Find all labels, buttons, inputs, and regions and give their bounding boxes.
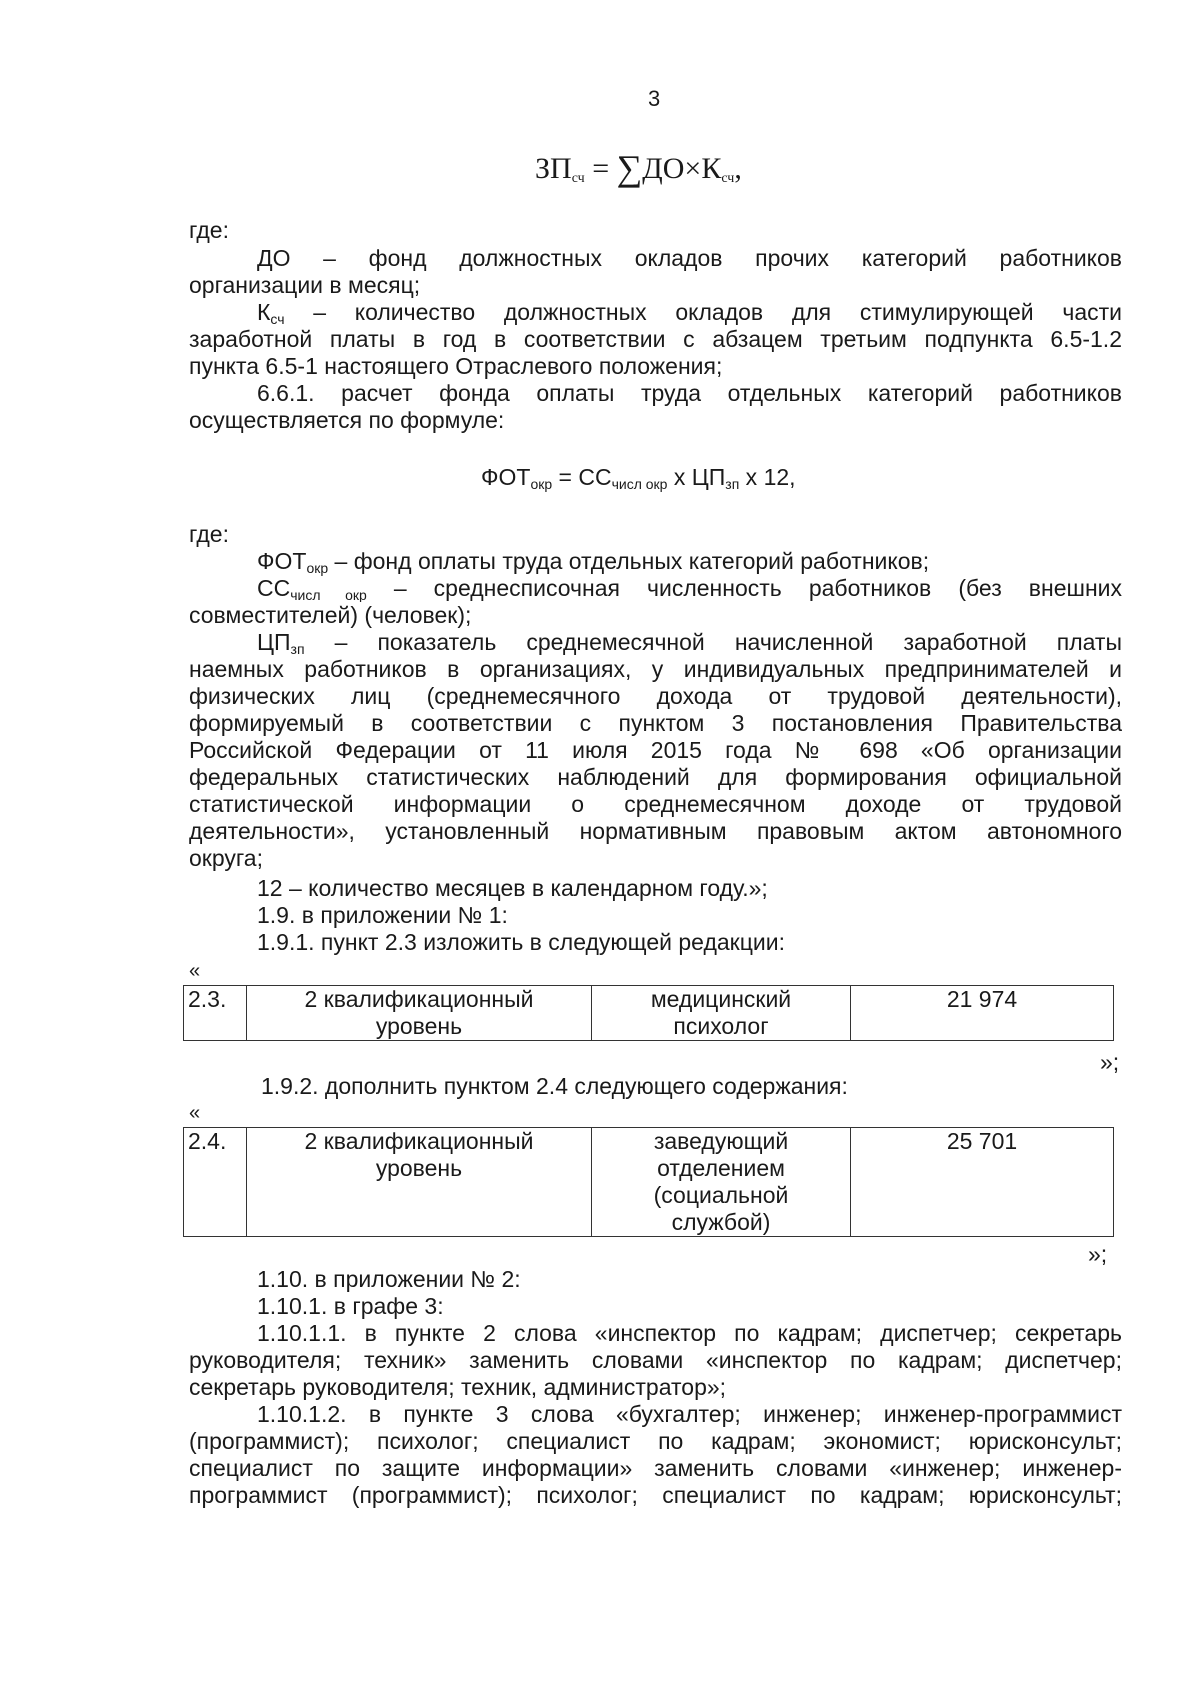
paragraph-ksch-line2: заработной платы в год в соответствии с абзацем третьим подпункта 6.5-1.2	[189, 326, 1122, 352]
formula-fot-cp: ЦП	[691, 464, 726, 490]
formula-fot-lhs: ФОТ	[481, 464, 531, 490]
paragraph-cp-line3: физических лиц (среднемесячного дохода от трудовой деятельности),	[189, 683, 1122, 709]
cell-position-line3: (социальной	[653, 1182, 789, 1208]
ksch-text: – количество должностных окладов для стимулирующей части	[284, 299, 1122, 325]
where-label-2: где:	[189, 521, 229, 547]
cell-position-line2: психолог	[673, 1013, 769, 1039]
paragraph-cp-line7: статистической информации о среднемесячном доходе от трудовой	[189, 791, 1122, 817]
ss-sub: числ окр	[290, 587, 367, 602]
formula-fot	[481, 464, 796, 491]
paragraph-cp-line1	[257, 629, 1122, 656]
formula-fot-ss-sub: числ окр	[611, 476, 668, 492]
fot-text: – фонд оплаты труда отдельных категорий работников;	[328, 548, 930, 574]
formula-fot-tail: х 12,	[739, 464, 796, 490]
formula-fot-ss: СС	[578, 464, 612, 490]
formula-zp-eq: =	[592, 152, 610, 185]
cell-num-text: 2.4.	[188, 1128, 227, 1154]
table-item-2-4	[183, 1127, 1114, 1237]
table-cell-level	[247, 1128, 592, 1237]
formula-zp-lhs-sub: сч	[571, 171, 585, 186]
cell-level-line1: 2 квалификационный	[304, 1128, 534, 1154]
cell-position-line4: службой)	[671, 1209, 771, 1235]
fot-sub: окр	[306, 560, 329, 576]
cell-salary-text: 21 974	[946, 986, 1018, 1012]
paragraph-1-10-1-2-line3: специалист по защите информации» заменить словами «инженер; инженер-	[189, 1455, 1122, 1481]
paragraph-1-10-1-2-line2: (программист); психолог; специалист по кадрам; экономист; юрисконсульт;	[189, 1428, 1122, 1454]
open-quote-2: «	[189, 1102, 201, 1124]
cell-position-line1: заведующий	[653, 1128, 789, 1154]
ss-symbol: СС	[257, 575, 291, 601]
table-row	[184, 986, 1114, 1041]
paragraph-1-10-1-1-line2: руководителя; техник» заменить словами «инспектор по кадрам; диспетчер;	[189, 1347, 1122, 1373]
paragraph-ss-line1	[257, 575, 1122, 602]
cell-salary-text: 25 701	[946, 1128, 1018, 1154]
table-cell-level	[247, 986, 592, 1041]
paragraph-1-9: 1.9. в приложении № 1:	[257, 902, 508, 928]
cell-level-line2: уровень	[375, 1013, 463, 1039]
formula-zp-term: ДО	[642, 152, 685, 185]
table-row	[184, 1128, 1114, 1237]
paragraph-cp-line5: Российской Федерации от 11 июля 2015 года № 698 «Об организации	[189, 737, 1122, 763]
cell-level-line2: уровень	[375, 1155, 463, 1181]
paragraph-1-10-1-1-line3: секретарь руководителя; техник, администратор»;	[189, 1374, 727, 1400]
paragraph-do-line2: организации в месяц;	[189, 272, 421, 298]
cell-position-line2: отделением	[657, 1155, 785, 1181]
table-item-2-3	[183, 985, 1114, 1041]
fot-symbol: ФОТ	[257, 548, 307, 574]
close-quote-1: »;	[1100, 1049, 1120, 1075]
table-cell-salary	[851, 986, 1114, 1041]
formula-zp-times: ×	[684, 152, 702, 185]
cp-sub: зп	[290, 641, 305, 656]
paragraph-1-9-2: 1.9.2. дополнить пунктом 2.4 следующего содержания:	[261, 1073, 848, 1099]
cell-position-line1: медицинский	[650, 986, 792, 1012]
paragraph-1-9-1: 1.9.1. пункт 2.3 изложить в следующей редакции:	[257, 929, 785, 955]
formula-zp-k-sub: сч	[721, 171, 735, 186]
table-cell-salary	[851, 1128, 1114, 1237]
ss-text: – среднесписочная численность работников (без внешних	[366, 575, 1122, 601]
paragraph-do-line1: ДО – фонд должностных окладов прочих категорий работников	[257, 245, 1122, 271]
paragraph-1-10-1: 1.10.1. в графе 3:	[257, 1293, 444, 1319]
paragraph-cp-line2: наемных работников в организациях, у индивидуальных предпринимателей и	[189, 656, 1122, 682]
paragraph-661-line1: 6.6.1. расчет фонда оплаты труда отдельных категорий работников	[257, 380, 1122, 406]
paragraph-1-10-1-2-line4: программист (программист); психолог; специалист по кадрам; юрисконсульт;	[189, 1482, 1122, 1508]
formula-zp	[535, 145, 742, 187]
paragraph-ss-line2: совместителей) (человек);	[189, 602, 472, 628]
paragraph-cp-line4: формируемый в соответствии с пунктом 3 постановления Правительства	[189, 710, 1122, 736]
close-quote-2: »;	[1088, 1241, 1108, 1267]
ksch-sub: сч	[270, 311, 285, 326]
sigma-symbol: ∑	[616, 148, 643, 188]
formula-zp-end: ,	[734, 152, 742, 185]
paragraph-1-10: 1.10. в приложении № 2:	[257, 1266, 521, 1292]
paragraph-ksch-line3: пункта 6.5-1 настоящего Отраслевого положения;	[189, 353, 723, 379]
cell-level-line1: 2 квалификационный	[304, 986, 534, 1012]
paragraph-cp-line8: деятельности», установленный нормативным правовым актом автономного	[189, 818, 1122, 844]
formula-zp-lhs: ЗП	[535, 152, 572, 185]
cp-symbol: ЦП	[257, 629, 291, 655]
table-cell-num	[184, 1128, 247, 1237]
cp-text: – показатель среднемесячной начисленной заработной платы	[304, 629, 1122, 655]
formula-fot-x1: х	[667, 464, 692, 490]
paragraph-ksch-line1	[257, 299, 1122, 326]
table-cell-num	[184, 986, 247, 1041]
paragraph-661-line2: осуществляется по формуле:	[189, 407, 505, 433]
table-cell-position	[592, 986, 851, 1041]
paragraph-1-10-1-1-line1: 1.10.1.1. в пункте 2 слова «инспектор по кадрам; диспетчер; секретарь	[257, 1320, 1122, 1346]
paragraph-cp-line9: округа;	[189, 845, 263, 871]
formula-fot-cp-sub: зп	[725, 476, 740, 492]
paragraph-cp-line6: федеральных статистических наблюдений для формирования официальной	[189, 764, 1122, 790]
formula-fot-lhs-sub: окр	[530, 476, 553, 492]
open-quote-1: «	[189, 960, 201, 982]
ksch-symbol: К	[257, 299, 271, 325]
paragraph-12-months: 12 – количество месяцев в календарном году.»;	[257, 875, 768, 901]
cell-num-text: 2.3.	[188, 986, 227, 1012]
where-label-1: где:	[189, 217, 229, 243]
page-number: 3	[648, 86, 661, 111]
formula-zp-k: К	[701, 152, 722, 185]
paragraph-fot	[257, 548, 929, 575]
table-cell-position	[592, 1128, 851, 1237]
paragraph-1-10-1-2-line1: 1.10.1.2. в пункте 3 слова «бухгалтер; инженер; инженер-программист	[257, 1401, 1122, 1427]
formula-fot-eq: =	[552, 464, 579, 490]
